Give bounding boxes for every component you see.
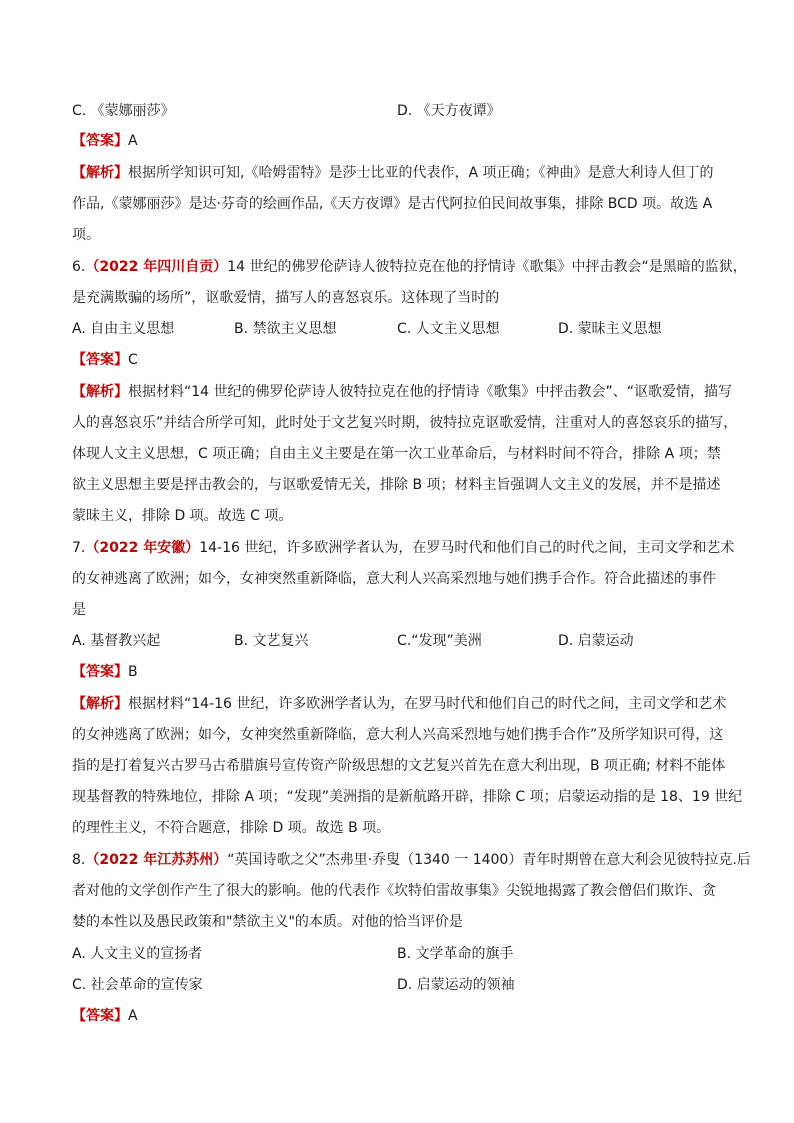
analysis-tag: 【解析】 xyxy=(72,384,128,400)
q7-analysis-line-5: 的理性主义，不符合题意，排除 D 项。故选 B 项。 xyxy=(72,820,391,836)
answer-tag: 【答案】 xyxy=(72,352,128,368)
q7-analysis-line-2: 的女神逃离了欧洲；如今，女神突然重新降临，意大利人兴高采烈地与她们携手合作”及所学知识可得，这 xyxy=(72,727,724,743)
q6-analysis-line-4: 欲主义思想主要是抨击教会的，与讴歌爱情无关，排除 B 项；材料主旨强调人文主义的发展，并不是描述 xyxy=(72,477,721,493)
question-number: 6. xyxy=(72,259,86,275)
q5-analysis-line-3: 项。 xyxy=(72,227,100,243)
q7-stem-line-1 xyxy=(72,538,734,558)
answer-value: A xyxy=(128,133,138,149)
analysis-tag: 【解析】 xyxy=(72,165,128,181)
q8-answer xyxy=(72,1006,138,1026)
q7-analysis-line-1 xyxy=(72,694,726,714)
q6-analysis-line-5: 蒙昧主义，排除 D 项。故选 C 项。 xyxy=(72,508,293,524)
q6-option-c: C. 人文主义思想 xyxy=(397,321,500,337)
q6-stem-line-1 xyxy=(72,257,747,277)
q7-option-b: B. 文艺复兴 xyxy=(234,633,309,649)
answer-value: B xyxy=(128,664,138,680)
q8-option-a: A. 人文主义的宣扬者 xyxy=(72,946,203,962)
answer-tag: 【答案】 xyxy=(72,1008,128,1024)
q6-analysis-line-1 xyxy=(72,382,732,402)
q8-option-b: B. 文学革命的旗手 xyxy=(397,946,514,962)
q6-analysis-line-2: 人的喜怒哀乐”并结合所学可知，此时处于文艺复兴时期，彼特拉克讴歌爱情，注重对人的喜怒哀乐的描写， xyxy=(72,415,738,431)
q5-analysis-line-2: 作品,《蒙娜丽莎》是达·芬奇的绘画作品,《天方夜谭》是古代阿拉伯民间故事集，排除 BCD 项。故选 A xyxy=(72,196,713,212)
q5-option-d: D. 《天方夜谭》 xyxy=(397,103,501,119)
q7-option-a: A. 基督教兴起 xyxy=(72,633,161,649)
analysis-text: 根据材料“14-16 世纪，许多欧洲学者认为，在罗马时代和他们自己的时代之间，主司文学和艺术 xyxy=(128,696,727,712)
q6-option-b: B. 禁欲主义思想 xyxy=(234,321,337,337)
q6-analysis-line-3: 体现人文主义思想，C 项正确；自由主义主要是在第一次工业革命后，与材料时间不符合，排除 A 项；禁 xyxy=(72,446,721,462)
q7-option-d: D. 启蒙运动 xyxy=(558,633,634,649)
q5-analysis-line-1 xyxy=(72,163,713,183)
q8-option-c: C. 社会革命的宣传家 xyxy=(72,977,203,993)
answer-tag: 【答案】 xyxy=(72,133,128,149)
q5-answer xyxy=(72,131,138,151)
stem-text: 14-16 世纪，许多欧洲学者认为，在罗马时代和他们自己的时代之间，主司文学和艺术 xyxy=(199,540,735,556)
q8-stem-line-1 xyxy=(72,850,751,870)
answer-tag: 【答案】 xyxy=(72,664,128,680)
q7-stem-line-2: 的女神逃离了欧洲；如今，女神突然重新降临，意大利人兴高采烈地与她们携手合作。符合此描述的事件 xyxy=(72,571,716,587)
q7-answer xyxy=(72,662,138,682)
question-number: 8. xyxy=(72,852,86,868)
analysis-tag: 【解析】 xyxy=(72,696,128,712)
stem-text: 14 世纪的佛罗伦萨诗人彼特拉克在他的抒情诗《歌集》中抨击教会“是黑暗的监狱， xyxy=(227,259,747,275)
q8-stem-line-3: 婪的本性以及愚民政策和"禁欲主义"的本质。对他的恰当评价是 xyxy=(72,914,463,930)
q8-option-d: D. 启蒙运动的领袖 xyxy=(397,977,515,993)
stem-text: “英国诗歌之父”杰弗里·乔叟（1340 一 1400）青年时期曾在意大利会见彼特拉克.后 xyxy=(227,852,751,868)
analysis-text: 根据所学知识可知,《哈姆雷特》是莎士比亚的代表作，A 项正确；《神曲》是意大利诗人但丁的 xyxy=(128,165,714,181)
q6-answer xyxy=(72,350,138,370)
q6-option-d: D. 蒙昧主义思想 xyxy=(558,321,662,337)
question-source: （2022 年江苏苏州） xyxy=(85,852,228,868)
q7-option-c: C.“发现”美洲 xyxy=(397,633,482,649)
q6-stem-line-2: 是充满欺骗的场所”，讴歌爱情，描写人的喜怒哀乐。这体现了当时的 xyxy=(72,290,500,306)
question-source: （2022 年四川自贡） xyxy=(85,259,228,275)
answer-value: C xyxy=(128,352,138,368)
answer-value: A xyxy=(128,1008,138,1024)
q8-stem-line-2: 者对他的文学创作产生了很大的影响。他的代表作《坎特伯雷故事集》尖锐地揭露了教会僧侣们欺诈、贪 xyxy=(72,883,716,899)
analysis-text: 根据材料“14 世纪的佛罗伦萨诗人彼特拉克在他的抒情诗《歌集》中抨击教会”、“讴歌爱情，描写 xyxy=(128,384,733,400)
q5-option-c: C. 《蒙娜丽莎》 xyxy=(72,103,175,119)
question-number: 7. xyxy=(72,540,86,556)
q7-stem-line-3: 是 xyxy=(72,602,86,618)
question-source: （2022 年安徽） xyxy=(85,540,200,556)
q7-analysis-line-3: 指的是打着复兴古罗马古希腊旗号宣传资产阶级思想的文艺复兴首先在意大利出现，B 项正确; 材料不能体 xyxy=(72,758,726,774)
q7-analysis-line-4: 现基督教的特殊地位，排除 A 项；“发现”美洲指的是新航路开辟，排除 C 项；启蒙运动指的是 18、19 世纪 xyxy=(72,789,743,805)
q6-option-a: A. 自由主义思想 xyxy=(72,321,175,337)
